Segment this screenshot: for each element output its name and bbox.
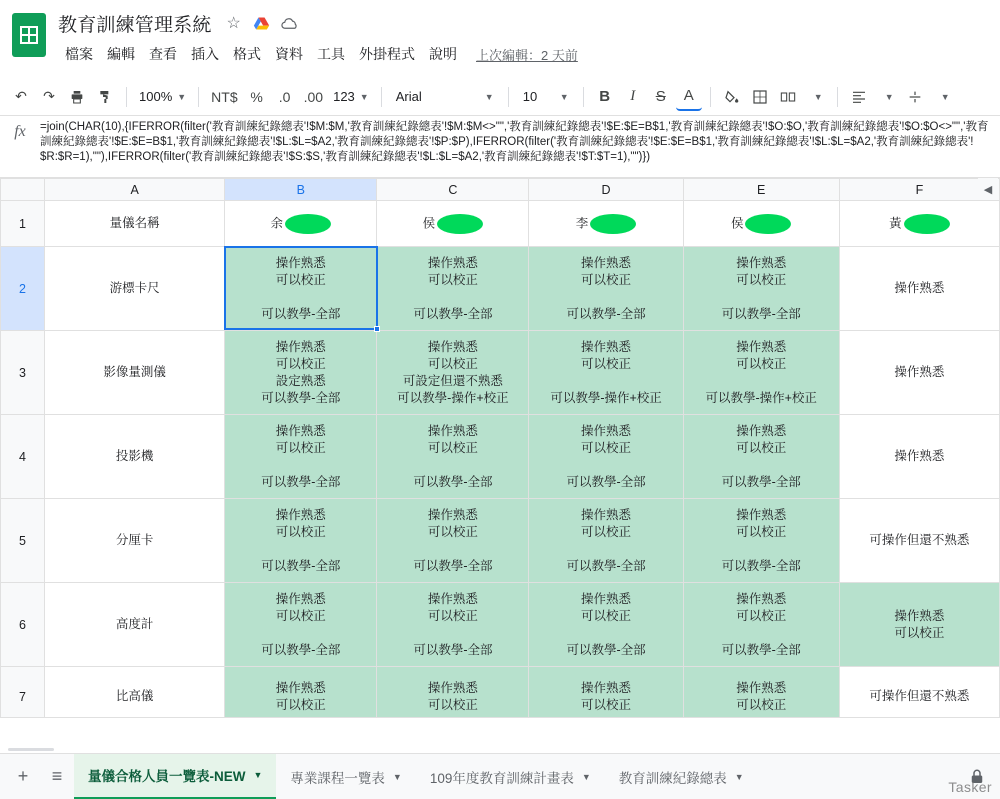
print-icon[interactable] [64, 83, 90, 111]
table-row [1, 247, 1000, 331]
redo-button[interactable]: ↷ [43, 88, 55, 104]
cell-line: 可以教學-全部 [721, 558, 801, 573]
cell-a6[interactable]: 高度計 [45, 583, 225, 667]
cell-a3[interactable]: 影像量測儀 [45, 331, 225, 415]
cell-b2[interactable] [225, 247, 377, 331]
decimal-decrease-button[interactable]: .0 [278, 88, 291, 105]
cell-line: 操作熟悉 [581, 507, 632, 522]
vertical-align-dropdown-caret[interactable]: ▼ [940, 91, 950, 102]
cell-e5[interactable] [683, 499, 839, 583]
cell-line: 可以校正 [581, 440, 632, 455]
cell-line-blank [529, 457, 682, 474]
cell-line: 可以校正 [275, 440, 326, 455]
cell-line: 可以校正 [427, 272, 478, 287]
cell-line: 可以教學-全部 [566, 642, 646, 657]
cell-line: 可以教學-全部 [413, 642, 493, 657]
column-header-a[interactable]: A [45, 179, 225, 201]
cell-d4[interactable] [529, 415, 683, 499]
cell-line: 可以校正 [427, 440, 478, 455]
number-format-selector[interactable]: 123 ▼ [333, 89, 369, 104]
star-icon[interactable]: ☆ [226, 15, 241, 32]
cell-e2[interactable] [683, 247, 839, 331]
cell-line: 設定熟悉 [275, 373, 326, 388]
cell-f1[interactable] [839, 201, 999, 247]
column-header-b[interactable]: B [225, 179, 377, 201]
column-header-c[interactable]: C [377, 179, 529, 201]
cell-f4[interactable] [839, 415, 999, 499]
cell-line-blank [684, 289, 839, 306]
cell-line: 操作熟悉 [275, 591, 326, 606]
cell-line: 操作熟悉 [736, 423, 787, 438]
table-row [1, 583, 1000, 667]
column-header-d[interactable]: D [529, 179, 683, 201]
toolbar [0, 78, 1000, 116]
align-dropdown-caret[interactable]: ▼ [884, 91, 894, 102]
cell-e1[interactable] [683, 201, 839, 247]
cell-line-blank [529, 625, 682, 642]
last-edit-link[interactable]: 上次編輯：2 天前 [476, 47, 578, 63]
cell-line: 可以校正 [736, 440, 787, 455]
cell-a5[interactable]: 分厘卡 [45, 499, 225, 583]
sheet-table [0, 178, 1000, 718]
font-size-selector[interactable]: 10 ▼ [522, 89, 569, 104]
currency-button[interactable]: NT$ [211, 88, 238, 105]
row-header-2[interactable]: 2 [1, 247, 45, 331]
menu-file[interactable]: 檔案 [65, 46, 93, 62]
cell-line: 可以校正 [736, 697, 787, 712]
cell-line: 可以校正 [427, 608, 478, 623]
cell-d7[interactable] [529, 667, 683, 719]
sheet-tab-label: 109年度教育訓練計畫表 [429, 770, 574, 786]
cell-d1[interactable] [529, 201, 683, 247]
row-header-3[interactable]: 3 [1, 331, 45, 415]
cell-f5[interactable] [839, 499, 999, 583]
cloud-status-icon[interactable] [278, 11, 302, 35]
cell-a2[interactable]: 游標卡尺 [45, 247, 225, 331]
cell-line: 操作熟悉 [275, 339, 326, 354]
cell-b1[interactable] [225, 201, 377, 247]
cell-line: 可操作但還不熟悉 [869, 689, 970, 703]
cell-line: 操作熟悉 [894, 281, 945, 295]
menu-tools[interactable]: 工具 [317, 46, 345, 62]
cell-line: 可以教學-全部 [413, 306, 493, 321]
table-row [1, 415, 1000, 499]
cell-f3[interactable] [839, 331, 999, 415]
cell-c6[interactable] [377, 583, 529, 667]
cell-line: 可以教學-操作+校正 [705, 390, 817, 405]
cell-line: 操作熟悉 [581, 255, 632, 270]
scroll-right-arrow-icon[interactable]: ◀ [978, 178, 998, 200]
cell-line: 可以校正 [427, 524, 478, 539]
cell-line: 可以校正 [581, 272, 632, 287]
cell-line: 可以教學-全部 [721, 474, 801, 489]
cell-line: 可以校正 [275, 608, 326, 623]
cell-line: 可以校正 [736, 524, 787, 539]
cell-line: 可以教學-全部 [261, 306, 341, 321]
cell-d2[interactable] [529, 247, 683, 331]
italic-button[interactable]: I [630, 88, 636, 104]
cell-line: 可以校正 [427, 356, 478, 371]
row-header-7[interactable]: 7 [1, 667, 45, 719]
cell-line: 操作熟悉 [275, 423, 326, 438]
cell-line-blank [377, 541, 528, 558]
cell-c7[interactable] [377, 667, 529, 719]
font-family-value: Arial [395, 89, 422, 104]
cell-d6[interactable] [529, 583, 683, 667]
cell-line-blank [684, 373, 839, 390]
cell-line: 操作熟悉 [275, 680, 326, 695]
decimal-increase-button[interactable]: .00 [303, 88, 324, 105]
watermark-label: Tasker [948, 779, 992, 795]
cell-line: 操作熟悉 [736, 680, 787, 695]
title-row [58, 8, 990, 38]
cell-line-blank [529, 289, 682, 306]
document-title[interactable]: 教育訓練管理系統 [58, 14, 212, 36]
sheet-tab-label: 量儀合格人員一覽表-NEW [88, 769, 246, 784]
cell-b3[interactable] [225, 331, 377, 415]
cell-line-blank [529, 541, 682, 558]
add-sheet-button[interactable]: + [17, 766, 29, 786]
cell-line: 可以教學-全部 [566, 474, 646, 489]
merge-cells-icon[interactable] [775, 83, 801, 111]
cell-line: 操作熟悉 [427, 339, 478, 354]
table-row [1, 499, 1000, 583]
redaction-mark [285, 214, 331, 234]
cell-line: 可以校正 [275, 272, 326, 287]
drive-move-icon[interactable] [250, 11, 274, 35]
column-header-row [1, 179, 1000, 201]
cell-line: 操作熟悉 [581, 423, 632, 438]
cell-line: 操作熟悉 [736, 255, 787, 270]
sheet-tab-2[interactable]: 專業課程一覽表 ▼ [276, 754, 415, 799]
cell-line: 操作熟悉 [581, 339, 632, 354]
sheet-tab-label: 專業課程一覽表 [290, 770, 385, 786]
cell-b4[interactable] [225, 415, 377, 499]
cell-line: 可以教學-全部 [566, 558, 646, 573]
sheet-tab-4[interactable]: 教育訓練紀錄總表 ▼ [605, 754, 758, 799]
column-header-e[interactable]: E [683, 179, 839, 201]
cell-line: 可以教學-全部 [261, 642, 341, 657]
undo-button[interactable]: ↶ [15, 88, 27, 104]
cell-line: 操作熟悉 [736, 507, 787, 522]
cell-d3[interactable] [529, 331, 683, 415]
cell-b5[interactable] [225, 499, 377, 583]
cell-b1-text: 余 [270, 215, 284, 230]
menu-format[interactable]: 格式 [233, 46, 261, 62]
formula-input[interactable]: =join(CHAR(10),{IFERROR(filter('教育訓練紀錄總表'!$M:$M,'教育訓練紀錄總表'!$M:$M<>"",'教育訓練紀錄總表'!$E:$E=B$1,'教育訓練紀錄總表'!$O:$O,'教育訓練紀錄總表'!$O:$O<>"",'教育訓練紀錄總表'!$E:$E=B$1,'教育訓練紀錄總表'!$L:$L=$A2,'教育訓練紀錄總表'!$P:$P),IFERROR(filter('教育訓練紀錄總表'!$E:$E=B$1,'教育訓練紀錄總表'!$L:$L=$A2,'教育訓練紀錄總表'!$R:$R=1),""),IFERROR(filter('教育訓練紀錄總表'!$S:$S,'教育訓練紀錄總表'!$L:$L=$A2,'教育訓練紀錄總表'!$T:$T=1),"")}) [40, 121, 989, 163]
redaction-mark [437, 214, 483, 234]
cell-line: 操作熟悉 [581, 680, 632, 695]
cell-line: 可以校正 [736, 356, 787, 371]
cell-f2[interactable] [839, 247, 999, 331]
cell-line: 可以教學-全部 [721, 642, 801, 657]
cell-line: 操作熟悉 [427, 255, 478, 270]
cell-c5[interactable] [377, 499, 529, 583]
cell-line: 操作熟悉 [427, 591, 478, 606]
table-row [1, 667, 1000, 719]
formula-bar [0, 116, 1000, 178]
cell-line: 可以教學-全部 [413, 558, 493, 573]
app-header [0, 0, 1000, 78]
cell-e7[interactable] [683, 667, 839, 719]
cell-line: 可以教學-全部 [261, 474, 341, 489]
fill-color-icon[interactable] [719, 83, 745, 111]
cell-line-blank [377, 625, 528, 642]
cell-line: 可以教學-全部 [261, 558, 341, 573]
sheets-logo[interactable] [10, 10, 48, 60]
cell-line: 操作熟悉 [736, 339, 787, 354]
cell-e3[interactable] [683, 331, 839, 415]
vertical-align-icon[interactable] [902, 83, 928, 111]
number-format-value: 123 [333, 89, 355, 104]
cell-line: 可以教學-全部 [261, 390, 341, 405]
cell-a4[interactable]: 投影機 [45, 415, 225, 499]
paint-format-icon[interactable] [92, 83, 118, 111]
sheet-tab-active[interactable]: 量儀合格人員一覽表-NEW ▼ [74, 754, 276, 799]
zoom-value: 100% [139, 89, 173, 104]
sheet-tab-bar [0, 753, 1000, 799]
menu-edit[interactable]: 編輯 [107, 46, 135, 62]
cell-e4[interactable] [683, 415, 839, 499]
menu-view[interactable]: 查看 [149, 46, 177, 62]
cell-line: 可操作但還不熟悉 [869, 533, 970, 547]
cell-line: 可以校正 [275, 697, 326, 712]
cell-c1-text: 侯 [422, 215, 436, 230]
merge-dropdown-caret[interactable]: ▼ [813, 91, 823, 102]
cell-line-blank [684, 457, 839, 474]
cell-a1[interactable]: 量儀名稱 [45, 201, 225, 247]
title-and-menus [58, 8, 990, 68]
select-all-corner[interactable] [1, 179, 45, 201]
cell-line-blank [225, 289, 376, 306]
menu-bar [58, 40, 990, 68]
cell-line-blank [225, 625, 376, 642]
cell-line: 操作熟悉 [894, 608, 945, 623]
row-header-4[interactable]: 4 [1, 415, 45, 499]
cell-c3[interactable] [377, 331, 529, 415]
column-header-f[interactable]: F [839, 179, 999, 201]
cell-line-blank [529, 373, 682, 390]
cell-f6[interactable] [839, 583, 999, 667]
cell-e6[interactable] [683, 583, 839, 667]
all-sheets-button[interactable]: ≡ [51, 766, 63, 786]
spreadsheet-grid[interactable] [0, 178, 1000, 718]
zoom-selector[interactable]: 100% ▼ [139, 89, 187, 104]
cell-c1[interactable] [377, 201, 529, 247]
cell-line: 可設定但還不熟悉 [402, 373, 503, 388]
cell-line: 可以教學-操作+校正 [397, 390, 509, 405]
sheet-tab-3[interactable]: 109年度教育訓練計畫表 ▼ [416, 754, 605, 799]
cell-line: 可以校正 [581, 697, 632, 712]
cell-e1-text: 侯 [730, 215, 744, 230]
table-row [1, 201, 1000, 247]
cell-c4[interactable] [377, 415, 529, 499]
row-header-6[interactable]: 6 [1, 583, 45, 667]
cell-line: 操作熟悉 [736, 591, 787, 606]
align-icon[interactable] [846, 83, 872, 111]
table-row [1, 331, 1000, 415]
font-size-value: 10 [522, 89, 538, 104]
cell-line: 操作熟悉 [894, 365, 945, 379]
cell-line: 可以校正 [581, 356, 632, 371]
cell-line: 操作熟悉 [275, 507, 326, 522]
horizontal-scrollbar[interactable] [8, 748, 54, 751]
row-header-5[interactable]: 5 [1, 499, 45, 583]
menu-data[interactable]: 資料 [275, 46, 303, 62]
sheet-tab-label: 教育訓練紀錄總表 [618, 770, 727, 786]
cell-line: 可以教學-操作+校正 [550, 390, 662, 405]
cell-line: 可以校正 [736, 608, 787, 623]
cell-line: 操作熟悉 [894, 449, 945, 463]
cell-line: 可以校正 [275, 524, 326, 539]
cell-line-blank [377, 457, 528, 474]
cell-line: 操作熟悉 [427, 680, 478, 695]
fx-icon: fx [14, 123, 26, 140]
cell-f7[interactable] [839, 667, 999, 719]
cell-line: 可以校正 [581, 608, 632, 623]
cell-f1-text: 黃 [889, 215, 902, 230]
cell-line-blank [225, 457, 376, 474]
percent-button[interactable]: % [250, 88, 263, 105]
redaction-mark [590, 214, 636, 234]
cell-d5[interactable] [529, 499, 683, 583]
cell-b6[interactable] [225, 583, 377, 667]
bold-button[interactable]: B [599, 88, 611, 105]
cell-line: 可以教學-全部 [413, 474, 493, 489]
text-color-button[interactable]: A [676, 83, 702, 111]
cell-line-blank [225, 541, 376, 558]
cell-line: 操作熟悉 [275, 255, 326, 270]
cell-line: 操作熟悉 [427, 423, 478, 438]
cell-line-blank [684, 625, 839, 642]
font-family-selector[interactable]: Arial ▼ [395, 89, 494, 104]
cell-line-blank [377, 289, 528, 306]
borders-icon[interactable] [747, 83, 773, 111]
cell-c2[interactable] [377, 247, 529, 331]
menu-addons[interactable]: 外掛程式 [359, 46, 415, 62]
strikethrough-button[interactable]: S [655, 88, 666, 105]
cell-line: 可以教學-全部 [566, 306, 646, 321]
cell-line: 操作熟悉 [427, 507, 478, 522]
menu-help[interactable]: 說明 [429, 46, 457, 62]
cell-line: 可以校正 [736, 272, 787, 287]
cell-line-blank [684, 541, 839, 558]
cell-line: 可以教學-全部 [721, 306, 801, 321]
cell-line: 可以校正 [427, 697, 478, 712]
cell-line: 可以校正 [581, 524, 632, 539]
cell-line: 可以校正 [894, 625, 945, 640]
redaction-mark [904, 214, 950, 234]
cell-line: 可以校正 [275, 356, 326, 371]
cell-b7[interactable] [225, 667, 377, 719]
cell-a7[interactable]: 比高儀 [45, 667, 225, 719]
row-header-1[interactable]: 1 [1, 201, 45, 247]
cell-d1-text: 李 [575, 215, 589, 230]
redaction-mark [745, 214, 791, 234]
fill-handle[interactable] [374, 326, 380, 332]
menu-insert[interactable]: 插入 [191, 46, 219, 62]
cell-line: 操作熟悉 [581, 591, 632, 606]
